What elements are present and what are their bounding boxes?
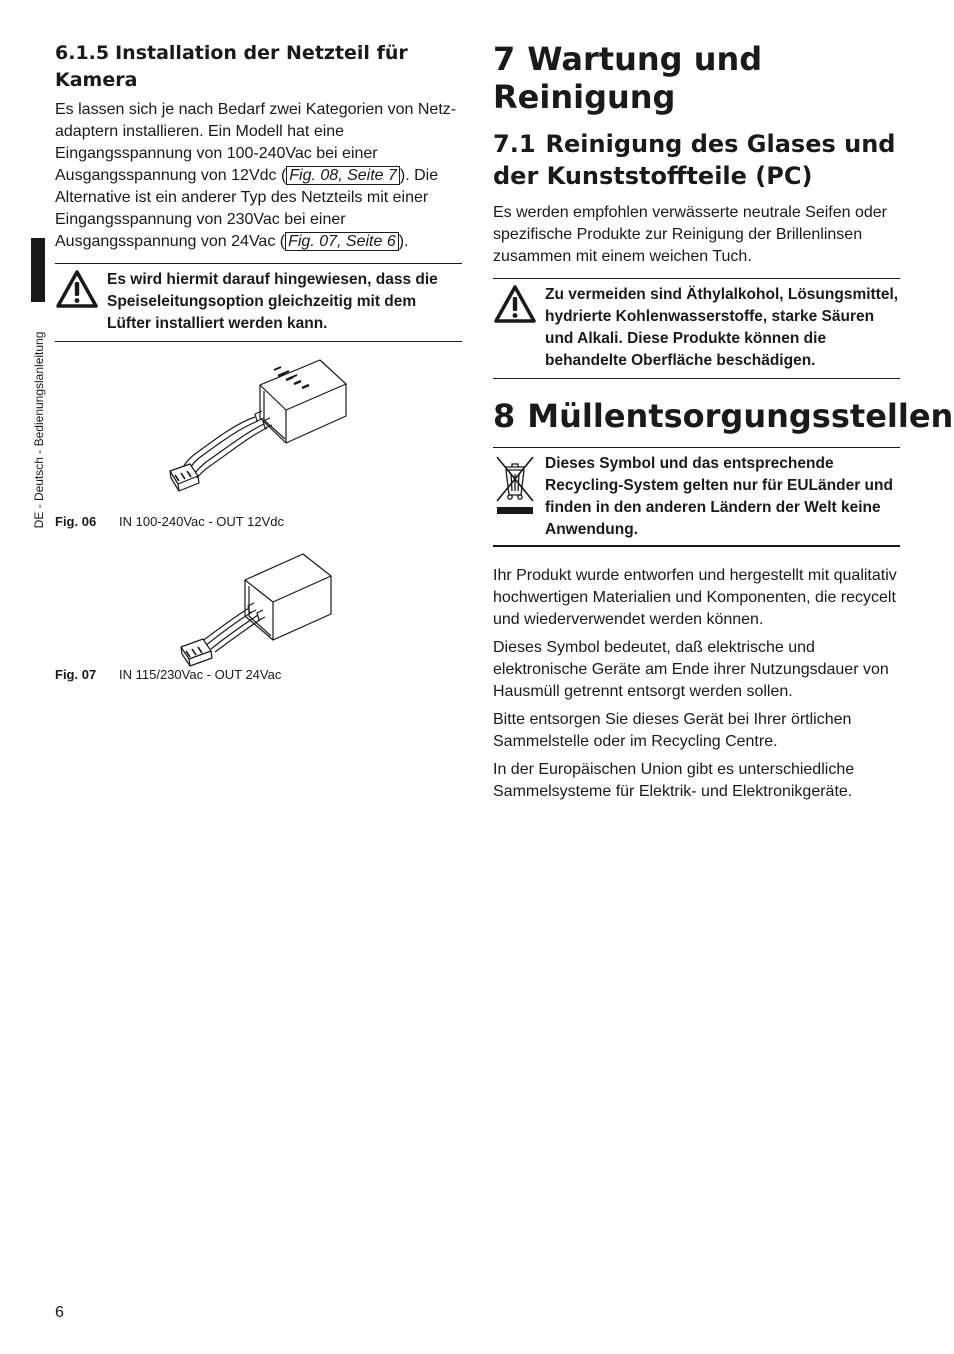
section-6-1-5-heading bbox=[55, 40, 462, 94]
side-label: DE - Deutsch - Bedienungslanleitung bbox=[32, 331, 46, 529]
notice-text: Dieses Symbol und das entsprechende Recycling-System gelten nur für EULänder und finden in den anderen Ländern der Welt keine Anwendung. bbox=[545, 455, 893, 538]
paragraph-text: Es lassen sich je nach Bedarf zwei Kategorien von Netz-adaptern installieren. Ein Modell hat eine Eingangsspannung von 100-240Vac bei einer Ausgangsspannung von 12Vdc ( bbox=[55, 101, 457, 184]
notice-text: Es wird hiermit darauf hingewiesen, dass die Speiseleitungsoption gleichzeitig mit dem Lüfter installiert werden kann. bbox=[107, 271, 438, 332]
fig-06-caption bbox=[55, 514, 462, 536]
section-number: 6.1.5 bbox=[55, 42, 110, 64]
side-tab-marker bbox=[31, 238, 45, 302]
power-adapter-24vac-drawing bbox=[55, 552, 462, 667]
fig-07-link[interactable]: Fig. 07, Seite 6 bbox=[285, 232, 399, 251]
chapter-title: Müllentsorgungsstellen bbox=[527, 397, 954, 435]
chapter-8-heading bbox=[493, 397, 954, 435]
section-7-1-heading bbox=[493, 128, 900, 192]
left-column bbox=[55, 40, 462, 689]
weee-crossed-bin-icon bbox=[493, 453, 537, 521]
warning-notice-fan bbox=[55, 263, 462, 342]
fig-caption-text: IN 100-240Vac - OUT 12Vdc bbox=[119, 514, 284, 529]
page-number: 6 bbox=[55, 1304, 64, 1321]
disposal-paragraph-3: Bitte entsorgen Sie dieses Gerät bei Ihrer örtlichen Sammelstelle oder im Recycling Centre. bbox=[493, 711, 852, 750]
power-supply-paragraph bbox=[55, 99, 462, 253]
cleaning-paragraph: Es werden empfohlen verwässerte neutrale Seifen oder spezifische Produkte zur Reinigung der Brillenlinsen zusammen mit einem weichen Tuch. bbox=[493, 204, 887, 265]
chapter-7-heading bbox=[493, 40, 900, 116]
warning-icon bbox=[493, 284, 537, 328]
section-title: Reinigung des Glases und der Kunststoffteile (PC) bbox=[493, 130, 896, 190]
power-adapter-12vdc-drawing bbox=[55, 358, 462, 514]
chapter-title: Wartung und Reinigung bbox=[493, 40, 763, 116]
fig-number: Fig. 06 bbox=[55, 514, 97, 529]
section-title: Installation der Netzteil für Kamera bbox=[55, 42, 408, 91]
right-column bbox=[493, 40, 954, 803]
fig-07-caption bbox=[55, 667, 462, 689]
paragraph-text: ). Die Alternative ist ein anderer Typ des Netzteils mit einer Eingangsspannung von 230Vac bei einer Ausgangsspannung von 24Vac ( bbox=[55, 167, 439, 250]
paragraph-text: ). bbox=[398, 233, 409, 250]
notice-text: Zu vermeiden sind Äthylalkohol, Lösungsmittel, hydrierte Kohlenwasserstoffe, starke Säuren und Alkali. Diese Produkte können die behandelte Oberfläche beschädigen. bbox=[545, 286, 899, 369]
chapter-number: 8 bbox=[493, 397, 516, 435]
weee-notice bbox=[493, 447, 900, 547]
warning-notice-chemicals bbox=[493, 278, 900, 379]
disposal-paragraph-4: In der Europäischen Union gibt es unterschiedliche Sammelsysteme für Elektrik- und Elektronikgeräte. bbox=[493, 761, 855, 800]
fig-06-image bbox=[55, 358, 462, 514]
disposal-paragraph-1: Ihr Produkt wurde entworfen und hergestellt mit qualitativ hochwertigen Materialien und Komponenten, die recycelt und wiederverwendet werden können. bbox=[493, 567, 897, 628]
section-number: 7.1 bbox=[493, 130, 536, 158]
fig-caption-text: IN 115/230Vac - OUT 24Vac bbox=[119, 667, 282, 682]
fig-08-link[interactable]: Fig. 08, Seite 7 bbox=[286, 166, 400, 185]
disposal-text bbox=[493, 565, 900, 803]
fig-07-image bbox=[55, 552, 462, 667]
disposal-paragraph-2: Dieses Symbol bedeutet, daß elektrische und elektronische Geräte am Ende ihrer Nutzungsdauer von Hausmüll getrennt entsorgt werden sollen. bbox=[493, 639, 889, 700]
warning-icon bbox=[55, 269, 99, 313]
chapter-number: 7 bbox=[493, 40, 516, 78]
fig-number: Fig. 07 bbox=[55, 667, 97, 682]
